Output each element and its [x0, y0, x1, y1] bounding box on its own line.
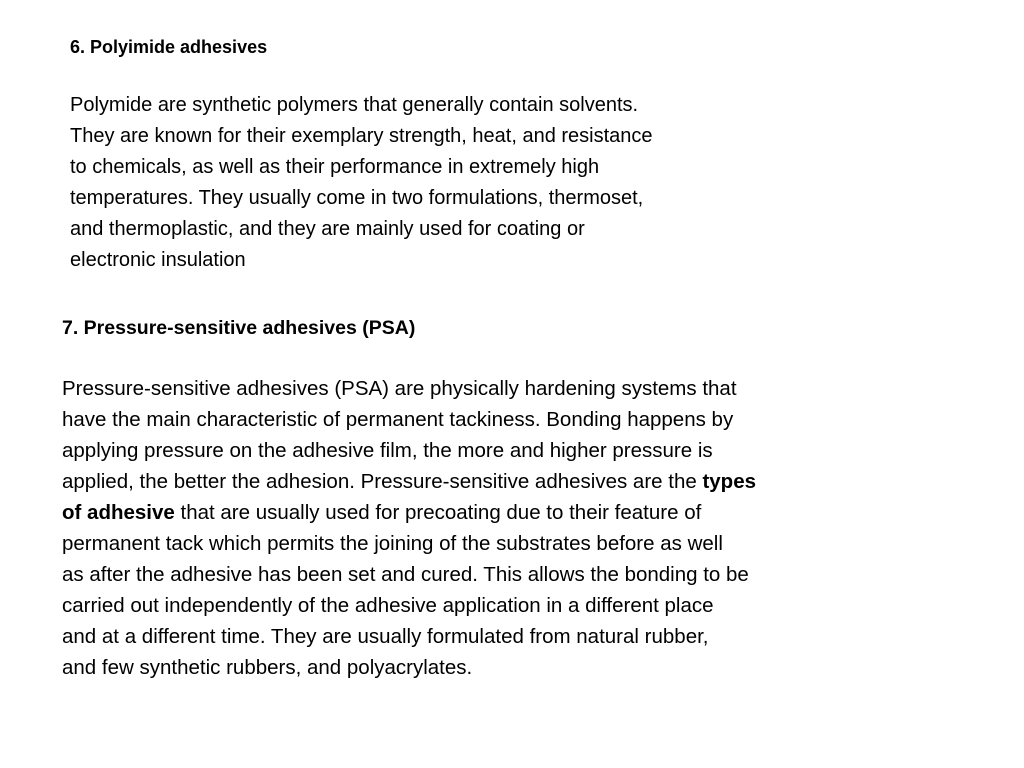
bold-keyword: types: [702, 470, 757, 493]
paragraph-line: applying pressure on the adhesive film, the more and higher pressure is: [62, 439, 713, 462]
section-6-heading: 6. Polyimide adhesives: [70, 37, 268, 57]
section-6-paragraph: [70, 90, 790, 276]
line-text: that are usually used for precoating due to their feature of: [174, 501, 702, 524]
bold-keyword: of adhesive: [62, 501, 175, 524]
paragraph-line: have the main characteristic of permanent tackiness. Bonding happens by: [62, 408, 734, 431]
paragraph-line: Polymide are synthetic polymers that generally contain solvents.: [70, 94, 639, 116]
paragraph-line: to chemicals, as well as their performance in extremely high: [70, 156, 600, 178]
paragraph-line: and thermoplastic, and they are mainly used for coating or: [70, 218, 585, 240]
paragraph-line: permanent tack which permits the joining of the substrates before as well: [62, 532, 723, 555]
paragraph-line: as after the adhesive has been set and cured. This allows the bonding to be: [62, 563, 749, 586]
section-7-heading: 7. Pressure-sensitive adhesives (PSA): [62, 317, 416, 339]
paragraph-line: They are known for their exemplary strength, heat, and resistance: [70, 125, 653, 147]
paragraph-line: [62, 466, 862, 497]
section-7-paragraph: [62, 373, 862, 683]
paragraph-line: temperatures. They usually come in two formulations, thermoset,: [70, 187, 644, 209]
paragraph-line: electronic insulation: [70, 249, 246, 271]
paragraph-line: and at a different time. They are usually formulated from natural rubber,: [62, 625, 709, 648]
paragraph-line: Pressure-sensitive adhesives (PSA) are physically hardening systems that: [62, 377, 737, 400]
paragraph-line: carried out independently of the adhesive application in a different place: [62, 594, 714, 617]
section-pressure-sensitive-adhesives: [62, 315, 862, 683]
line-text: applied, the better the adhesion. Pressure-sensitive adhesives are the: [62, 470, 703, 493]
section-polyimide-adhesives: [70, 34, 790, 276]
paragraph-line: and few synthetic rubbers, and polyacrylates.: [62, 656, 473, 679]
paragraph-line: [62, 497, 862, 528]
